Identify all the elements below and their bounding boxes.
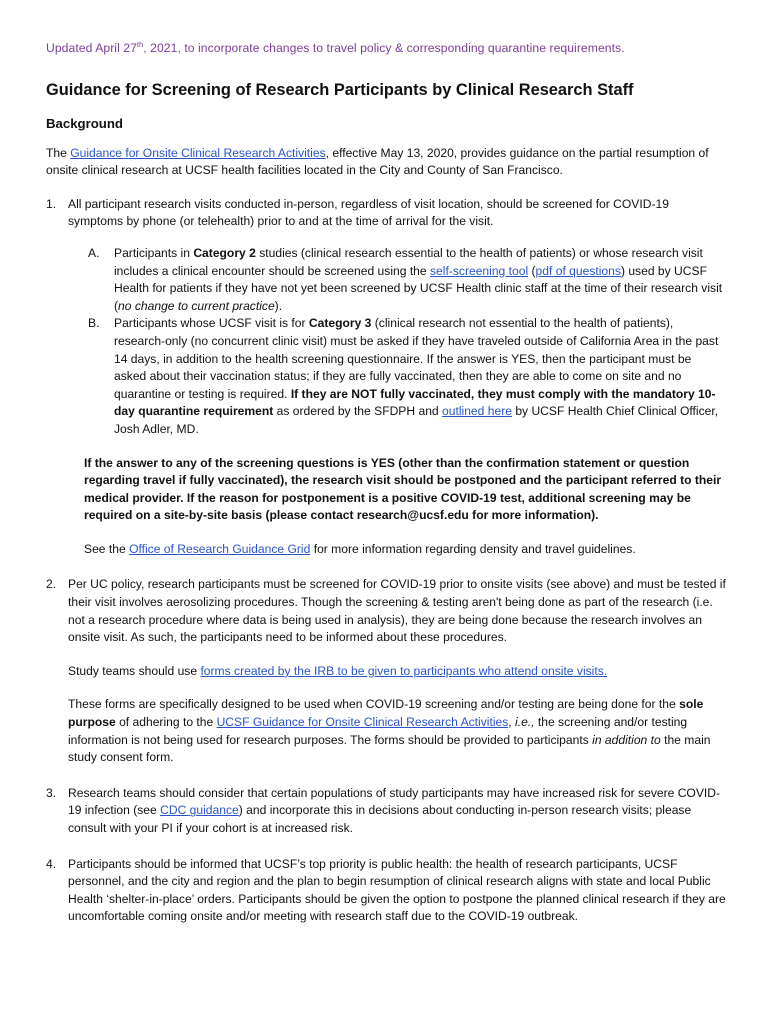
sub-item-label: A. (88, 245, 100, 260)
list-item-1 (46, 196, 726, 559)
item-4-text: Participants should be informed that UCSF’s top priority is public health: the health of research participants, UCSF personnel, and the city and region and the plan to begin resumption of clinical research aligns with state and local Public Health ‘shelter-in-place’ orders. Participants should be given the option to postpone the planned clinical research if they are uncomfortable coming onsite and/or meeting with research staff due to the COVID-19 outbreak. (68, 856, 726, 924)
study-teams-paragraph: Study teams should use forms created by the IRB to be given to participants who attend onsite visits. (68, 663, 608, 678)
forms-paragraph: These forms are specifically designed to be used when COVID-19 screening and/or testing are being done for the sole purpose of adhering to the UCSF Guidance for Onsite Clinical Research Activities, i.e., the screening and/or testing information is not being used for research purposes. The forms should be provided to participants in addition to the main study consent form. (68, 697, 711, 765)
list-item-4 (46, 856, 726, 926)
guidance-grid-note: See the Office of Research Guidance Grid for more information regarding density and travel guidelines. (84, 541, 636, 556)
page-title: Guidance for Screening of Research Participants by Clinical Research Staff (46, 80, 634, 99)
irb-forms-link[interactable]: forms created by the IRB to be given to participants who attend onsite visits. (200, 663, 608, 678)
item-number: 4. (46, 856, 57, 871)
item-number: 2. (46, 577, 57, 592)
list-item-2 (46, 576, 726, 766)
sub-list (88, 245, 726, 439)
onsite-guidance-link[interactable]: Guidance for Onsite Clinical Research Activities (70, 145, 326, 160)
self-screening-tool-link[interactable]: self-screening tool (430, 263, 529, 278)
ucsf-guidance-link[interactable]: UCSF Guidance for Onsite Clinical Research Activities (216, 715, 509, 730)
sub-item-label: B. (88, 316, 100, 331)
update-note: Updated April 27th, 2021, to incorporate changes to travel policy & corresponding quarantine requirements. (46, 39, 625, 55)
guidance-grid-link[interactable]: Office of Research Guidance Grid (129, 541, 311, 556)
item-2-text: Per UC policy, research participants must be screened for COVID-19 prior to onsite visits (see above) and must be tested if their visit involves aerosolizing procedures. Though the screening & testing aren't being done as part of the research (i.e. not a research procedure where data is being used in analysis), they are being done because the research involves an onsite visit. As such, the participants need to be informed about these procedures. (68, 577, 726, 645)
sub-item-a: A. Participants in Category 2 studies (clinical research essential to the health of patients) or whose research visit includes a clinical encounter should be screened using the self-screening tool (pdf of questions) used by UCSF Health for patients if they have not yet been screened by UCSF Health clinic staff at the time of their research visit (no change to current practice). (88, 245, 723, 313)
document-page (46, 40, 726, 926)
item-3-text: Research teams should consider that certain populations of study participants may have increased risk for severe COVID-19 infection (see CDC guidance) and incorporate this in decisions about conducting in-person research visits; please consult with your PI if your cohort is at increased risk. (68, 785, 721, 835)
postpone-notice: If the answer to any of the screening questions is YES (other than the confirmation statement or question regarding travel if fully vaccinated), the research visit should be postponed and the participant referred to their medical provider. If the reason for postponement is a positive COVID-19 test, additional screening may be required on a site-by-site basis (please contact research@ucsf.edu for more information). (84, 455, 722, 523)
list-item-3 (46, 785, 726, 838)
item-number: 1. (46, 196, 57, 211)
item-1-text: All participant research visits conducted in-person, regardless of visit location, should be screened for COVID-19 symptoms by phone (or telehealth) prior to and at the time of arrival for the visit. (68, 196, 669, 229)
background-heading: Background (46, 115, 123, 131)
outlined-here-link[interactable]: outlined here (442, 404, 512, 419)
pdf-of-questions-link[interactable]: pdf of questions (535, 263, 621, 278)
item-number: 3. (46, 785, 57, 800)
sub-item-b: B. Participants whose UCSF visit is for Category 3 (clinical research not essential to the health of patients), research-only (no concurrent clinic visit) must be asked if they have traveled outside of California Area in the past 14 days, in addition to the health screening questionnaire. If the answer is YES, then the participant must be asked about their vaccination status; if they are fully vaccinated, then they are able to come on site and no quarantine or testing is required. If they are NOT fully vaccinated, they must comply with the mandatory 10-day quarantine requirement as ordered by the SFDPH and outlined here by UCSF Health Chief Clinical Officer, Josh Adler, MD. (88, 316, 719, 436)
cdc-guidance-link[interactable]: CDC guidance (160, 803, 239, 818)
intro-paragraph: The Guidance for Onsite Clinical Research Activities, effective May 13, 2020, provides guidance on the partial resumption of onsite clinical research at UCSF health facilities located in the City and County of San Francisco. (46, 145, 709, 178)
